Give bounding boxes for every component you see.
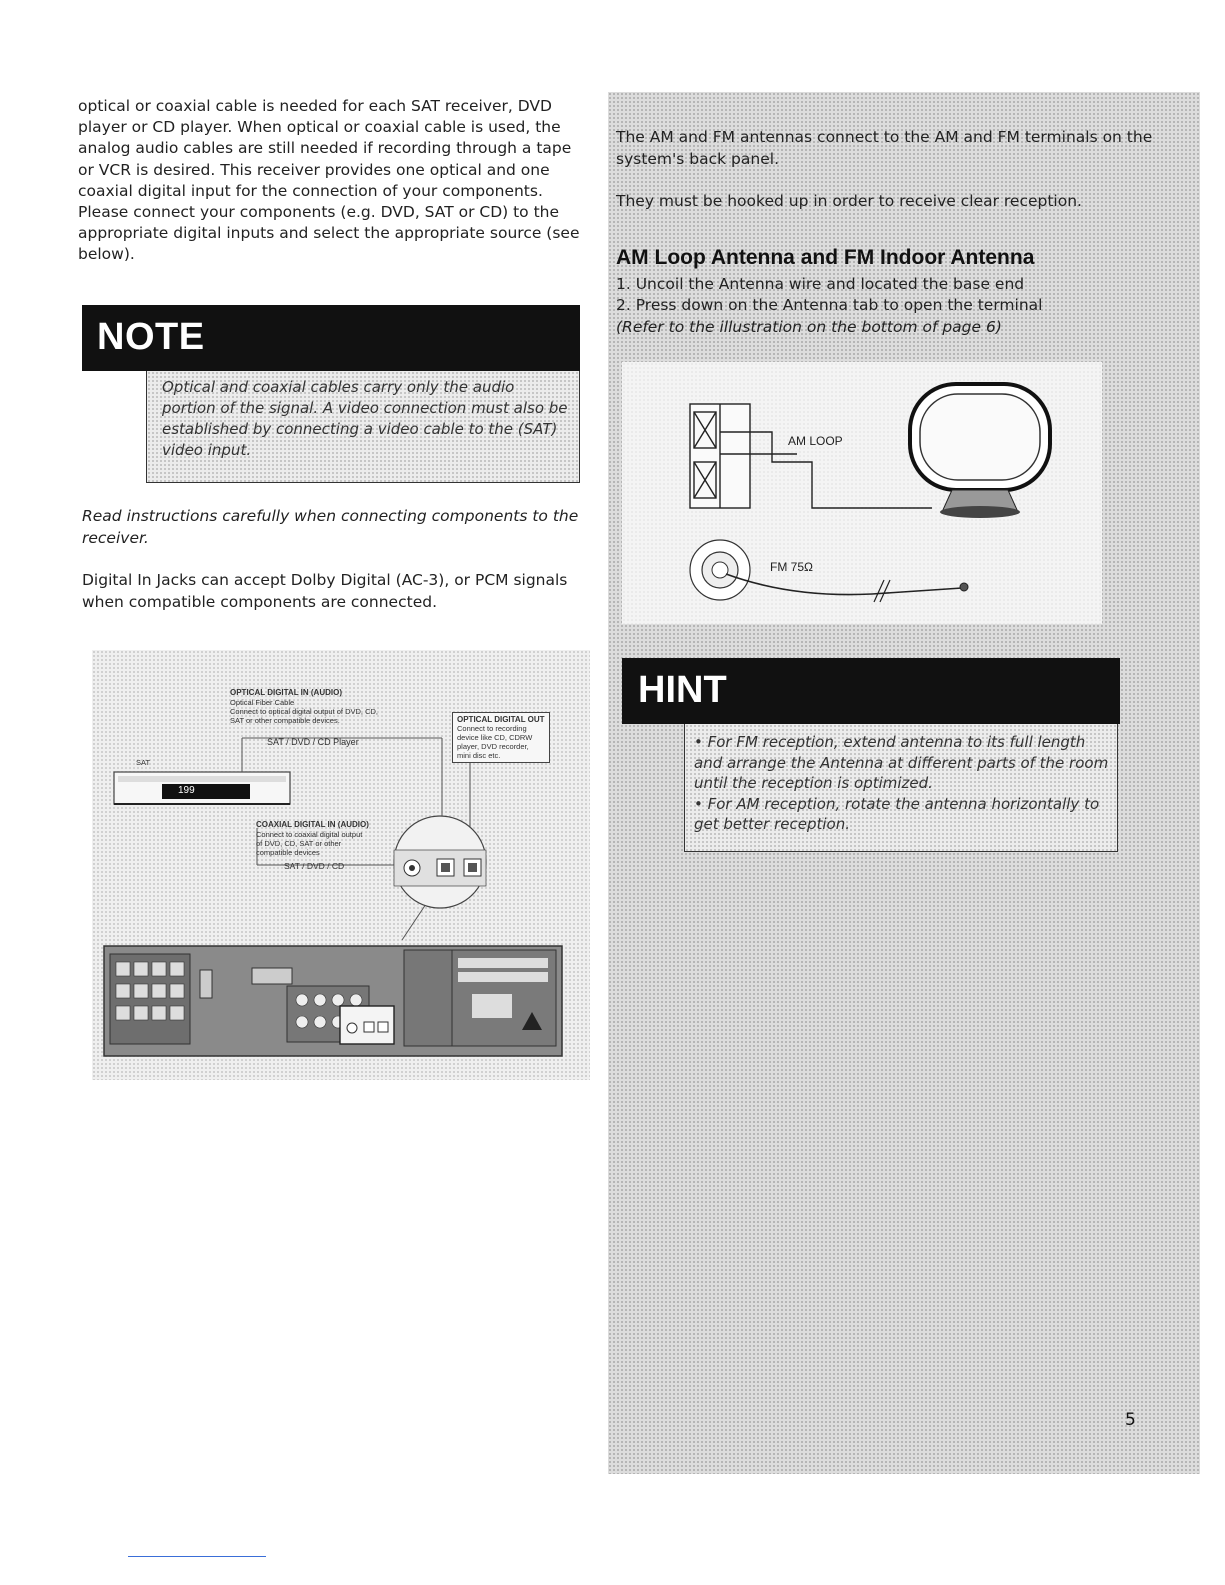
antenna-intro-text: The AM and FM antennas connect to the AM and FM terminals on the system's back panel.	[616, 128, 1153, 168]
hint-item-am: • For AM reception, rotate the antenna horizontally to get better reception.	[694, 794, 1100, 833]
note-title: NOTE	[97, 316, 205, 358]
note-text: Optical and coaxial cables carry only the audio portion of the signal. A video connection must also be established by connecting a video cable to the (SAT) video input.	[162, 378, 568, 459]
coaxial-in-line1: Connect to coaxial digital output	[256, 830, 363, 839]
sat-display: 199	[178, 785, 195, 796]
hint-item-fm: • For FM reception, extend antenna to its full length and arrange the Antenna at different parts of the room until the reception is optimized.	[694, 733, 1109, 792]
optical-in-line2: Connect to optical digital output of DVD, CD,	[230, 707, 378, 716]
coaxial-in-title: COAXIAL DIGITAL IN (AUDIO)	[256, 820, 369, 829]
footer-rule	[128, 1556, 266, 1557]
receiver-back-panel-icon	[104, 946, 562, 1056]
optical-out-line3: player, DVD recorder,	[457, 742, 529, 751]
coaxial-in-line3: compatible devices	[256, 848, 320, 857]
antenna-steps	[616, 274, 1042, 316]
antenna-requirement-text: They must be hooked up in order to receive clear reception.	[616, 192, 1082, 210]
am-fm-antenna-heading: AM Loop Antenna and FM Indoor Antenna	[616, 246, 1035, 269]
antenna-step-2: 2. Press down on the Antenna tab to open the terminal	[616, 296, 1043, 314]
coaxial-in-source: SAT / DVD / CD	[284, 861, 345, 871]
hint-title: HINT	[638, 669, 727, 711]
intro-paragraph: optical or coaxial cable is needed for each SAT receiver, DVD player or CD player. When optical or coaxial cable is used, the analog audio cables are still needed if recording through a tape or VCR is desired. This receiver provides one optical and one coaxial digital input for the connection of your components. Please connect your components (e.g. DVD, SAT or CD) to the appropriate digital inputs and select the appropriate source (see below).	[78, 97, 580, 264]
optical-out-line4: mini disc etc.	[457, 751, 501, 760]
optical-out-box	[452, 712, 550, 763]
optical-in-title: OPTICAL DIGITAL IN (AUDIO)	[230, 688, 342, 697]
optical-out-line1: Connect to recording	[457, 724, 527, 733]
refer-illustration-text: (Refer to the illustration on the bottom of page 6)	[616, 318, 1002, 336]
fm-antenna-icon	[690, 540, 968, 602]
antenna-terminal-icon	[690, 404, 750, 508]
antenna-diagram	[622, 362, 1102, 624]
optical-out-title: OPTICAL DIGITAL OUT	[457, 715, 545, 724]
optical-in-line3: SAT or other compatible devices.	[230, 716, 340, 725]
sat-receiver-icon	[114, 772, 290, 804]
read-instructions-text: Read instructions carefully when connecting components to the receiver.	[82, 507, 579, 547]
jack-magnifier-icon	[394, 816, 486, 908]
am-loop-antenna-icon	[910, 384, 1050, 518]
antenna-step-1: 1. Uncoil the Antenna wire and located the base end	[616, 275, 1025, 293]
page-number: 5	[1125, 1410, 1136, 1430]
optical-out-line2: device like CD, CDRW	[457, 733, 533, 742]
sat-label: SAT	[136, 758, 151, 767]
digital-in-text: Digital In Jacks can accept Dolby Digital (AC-3), or PCM signals when compatible components are connected.	[82, 571, 568, 611]
connection-diagram	[92, 650, 590, 1080]
fm-label: FM 75Ω	[770, 560, 813, 574]
hint-list	[694, 732, 1114, 835]
optical-in-line1: Optical Fiber Cable	[230, 698, 295, 707]
antenna-illustration	[622, 362, 1102, 624]
am-loop-label: AM LOOP	[788, 434, 843, 448]
optical-in-source: SAT / DVD / CD Player	[267, 737, 359, 747]
coaxial-in-line2: of DVD, CD, SAT or other	[256, 839, 342, 848]
